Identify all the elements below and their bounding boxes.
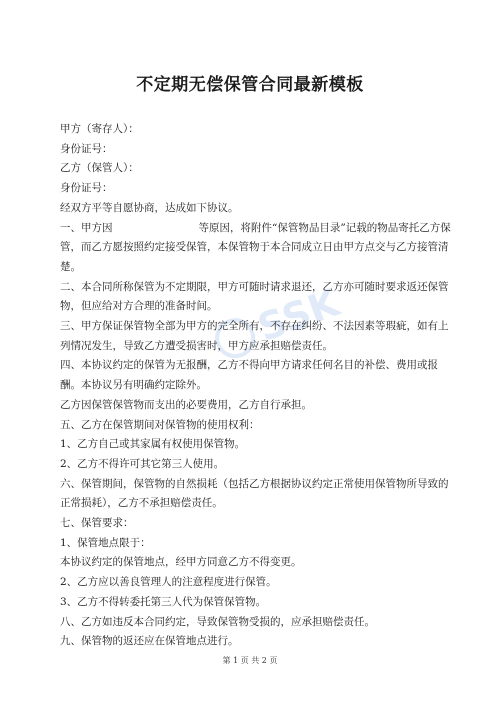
document-title: 不定期无偿保管合同最新模板 — [136, 75, 364, 95]
document-body — [60, 120, 452, 652]
watermark-text: SSK — [252, 280, 345, 350]
clause-3: 三、甲方保证保管物全部为甲方的完全所有，不存在纠纷、不法因素等瑕疵，如有上列情况发生，导致乙方遭受损害时，甲方应承担赔偿责任。 — [60, 320, 449, 352]
clause-9: 九、保管物的返还应在保管地点进行。 — [60, 635, 239, 648]
clause-6: 六、保管期间，保管物的自然损耗（包括乙方根据协议约定正常使用保管物所导致的正常损耗），乙方不承担赔偿责任。 — [60, 477, 449, 510]
party-a-label: 甲方（寄存人）： — [60, 123, 139, 135]
intro-paragraph: 经双方平等自愿协商，达成如下协议。 — [60, 201, 239, 214]
clause-5-item-1: 1、乙方自己或其家属有权使用保管物。 — [60, 438, 246, 451]
clause-4: 四、本协议约定的保管为无报酬，乙方不得向甲方请求任何名目的补偿、费用或报酬。本协议另有明确约定除外。 — [60, 359, 438, 392]
clause-1 — [60, 219, 452, 278]
clause-7-item-1: 1、保管地点限于： — [60, 536, 151, 549]
party-a-id-label: 身份证号： — [60, 142, 113, 155]
party-b-label: 乙方（保管人）： — [60, 162, 139, 175]
clause-7-item-2: 2、乙方应以善良管理人的注意程度进行保管。 — [60, 576, 277, 589]
clause-5: 五、乙方在保管期间对保管物的使用权利： — [60, 418, 260, 431]
clause-7: 七、保管要求： — [60, 517, 134, 530]
party-b-id-label: 身份证号： — [60, 182, 113, 195]
clause-5-item-2: 2、乙方不得许可其它第三人使用。 — [60, 457, 225, 470]
clause-1-start: 一、甲方因 — [60, 221, 113, 234]
clause-1-rest: 等原因，将附件“保管物品目录”记载的物品寄托乙方保管，而乙方愿按照约定接受保管，本保管物于本合同成立日由甲方点交与乙方接管清楚。 — [60, 221, 451, 273]
clause-4-note: 乙方因保管保管物而支出的必要费用，乙方自行承担。 — [60, 398, 312, 411]
clause-7-item-1-note: 本协议约定的保管地点，经甲方同意乙方不得变更。 — [60, 556, 302, 569]
page-number: 第 1 页 共 2 页 — [222, 656, 278, 665]
clause-8: 八、乙方如违反本合同约定，导致保管物受损的，应承担赔偿责任。 — [60, 615, 375, 628]
clause-2: 二、本合同所称保管为不定期限，甲方可随时请求退还，乙方亦可随时要求返还保管物，但应给对方合理的准备时间。 — [60, 280, 449, 313]
clause-7-item-3: 3、乙方不得转委托第三人代为保管保管物。 — [60, 595, 267, 608]
